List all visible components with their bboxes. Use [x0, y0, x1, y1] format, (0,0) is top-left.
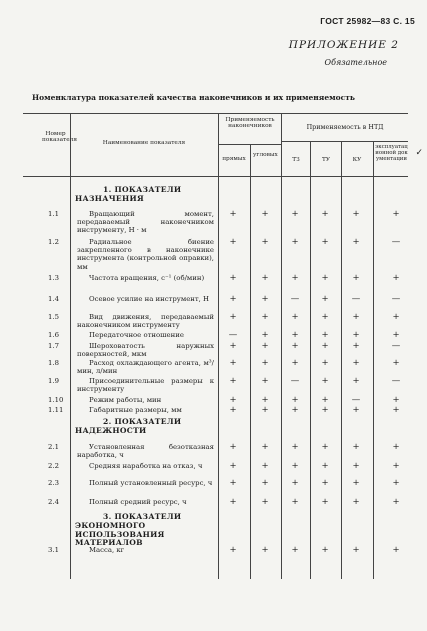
row-text: Вращающий момент, передаваемый наконечником инструменту, Н · м [77, 210, 214, 235]
applicability-mark: + [261, 545, 269, 555]
applicability-mark: + [352, 461, 360, 471]
applicability-mark: + [229, 478, 237, 488]
row-text: Режим работы, мин [89, 396, 162, 404]
applicability-mark: + [291, 358, 299, 368]
applicability-mark: + [261, 442, 269, 452]
applicability-mark: + [291, 461, 299, 471]
row-text: Габаритные размеры, мм [89, 406, 182, 414]
applicability-mark: + [229, 273, 237, 283]
applicability-mark: + [229, 405, 237, 415]
applicability-mark: + [291, 405, 299, 415]
applicability-mark: + [261, 478, 269, 488]
applicability-mark: + [291, 545, 299, 555]
applicability-mark: — [351, 294, 361, 304]
col-sep-applicability [281, 113, 282, 579]
header-tu: ТУ [321, 157, 331, 163]
applicability-mark: + [321, 341, 329, 351]
header-sub-rule-2 [281, 141, 408, 142]
applicability-mark: + [352, 358, 360, 368]
applicability-mark: + [229, 341, 237, 351]
applicability-mark: + [321, 330, 329, 340]
applicability-mark: + [392, 312, 400, 322]
row-number: 3.1 [48, 546, 59, 554]
header-number: Номер показателя [42, 131, 78, 144]
row-number: 1.3 [48, 274, 59, 282]
applicability-mark: + [392, 461, 400, 471]
applicability-mark: + [229, 545, 237, 555]
applicability-mark: + [321, 395, 329, 405]
applicability-mark: + [291, 330, 299, 340]
appendix-title: ПРИЛОЖЕНИЕ 2 [288, 39, 399, 51]
applicability-mark: + [352, 376, 360, 386]
applicability-mark: — [391, 237, 401, 247]
row-number: 1.8 [48, 359, 59, 367]
section-heading: 3. ПОКАЗАТЕЛИ ЭКОНОМНОГО ИСПОЛЬЗОВАНИЯ МАТЕРИАЛОВ [75, 512, 182, 548]
applicability-mark: + [261, 209, 269, 219]
header-ntd: Применяемость в НТД [306, 123, 384, 131]
applicability-mark: + [229, 209, 237, 219]
applicability-mark: + [352, 330, 360, 340]
applicability-mark: + [261, 237, 269, 247]
applicability-mark: + [291, 312, 299, 322]
applicability-mark: + [392, 478, 400, 488]
col-sep-ku [341, 141, 342, 579]
applicability-mark: + [392, 358, 400, 368]
row-number: 1.2 [48, 238, 59, 246]
applicability-mark: + [352, 312, 360, 322]
applicability-mark: + [321, 209, 329, 219]
applicability-mark: + [261, 273, 269, 283]
row-number: 1.10 [48, 396, 64, 404]
applicability-mark: + [261, 358, 269, 368]
applicability-mark: + [261, 461, 269, 471]
applicability-mark: — [290, 376, 300, 386]
applicability-mark: + [352, 273, 360, 283]
header-applicability: Применяемость наконечников [225, 117, 275, 130]
row-number: 1.7 [48, 342, 59, 350]
col-sep-angled [250, 144, 251, 579]
applicability-mark: + [392, 545, 400, 555]
row-number: 1.6 [48, 331, 59, 339]
row-number: 1.5 [48, 313, 59, 321]
applicability-mark: + [229, 237, 237, 247]
applicability-mark: + [261, 405, 269, 415]
applicability-mark: — [391, 341, 401, 351]
applicability-mark: + [321, 497, 329, 507]
row-number: 2.2 [48, 462, 59, 470]
applicability-mark: + [261, 497, 269, 507]
applicability-mark: + [291, 497, 299, 507]
row-text: Вид движения, передаваемый наконечником инструменту [77, 313, 214, 330]
applicability-mark: + [229, 442, 237, 452]
applicability-mark: + [352, 209, 360, 219]
row-text: Передаточное отношение [89, 331, 184, 339]
header-angled: угловых [253, 152, 278, 158]
row-text: Средняя наработка на отказ, ч [89, 462, 203, 470]
applicability-mark: + [321, 237, 329, 247]
applicability-mark: + [321, 461, 329, 471]
applicability-mark: + [229, 395, 237, 405]
applicability-mark: + [352, 478, 360, 488]
applicability-mark: — [351, 395, 361, 405]
margin-mark: ✓ [415, 148, 423, 158]
row-text: Установленная безотказная наработка, ч [77, 443, 214, 460]
row-number: 1.4 [48, 295, 59, 303]
applicability-mark: + [321, 358, 329, 368]
applicability-mark: + [321, 442, 329, 452]
applicability-mark: + [352, 497, 360, 507]
row-number: 1.11 [48, 406, 64, 414]
applicability-mark: + [352, 545, 360, 555]
page-header: ГОСТ 25982—83 С. 15 [320, 16, 415, 26]
applicability-mark: + [321, 294, 329, 304]
section-heading: 1. ПОКАЗАТЕЛИ НАЗНАЧЕНИЯ [75, 185, 182, 203]
col-sep-name [218, 113, 219, 579]
applicability-mark: + [229, 461, 237, 471]
applicability-mark: + [392, 209, 400, 219]
applicability-mark: + [261, 330, 269, 340]
applicability-mark: + [321, 545, 329, 555]
applicability-mark: + [321, 405, 329, 415]
row-number: 2.1 [48, 443, 59, 451]
applicability-mark: + [352, 237, 360, 247]
applicability-mark: + [261, 294, 269, 304]
applicability-mark: + [291, 442, 299, 452]
applicability-mark: + [392, 442, 400, 452]
applicability-mark: + [291, 237, 299, 247]
applicability-mark: + [261, 376, 269, 386]
header-bottom-rule [23, 176, 408, 177]
header-tz: ТЗ [292, 157, 300, 163]
row-number: 1.1 [48, 210, 59, 218]
applicability-mark: + [229, 358, 237, 368]
applicability-mark: — [391, 376, 401, 386]
row-text: Присоединительные размеры к инструменту [77, 377, 214, 394]
appendix-status: Обязательное [324, 58, 387, 67]
applicability-mark: + [291, 273, 299, 283]
row-text: Шероховатость наружных поверхностей, мкм [77, 342, 214, 359]
applicability-mark: — [228, 330, 238, 340]
applicability-mark: — [391, 294, 401, 304]
row-text: Частота вращения, с⁻¹ (об/мин) [89, 274, 205, 282]
table-title: Номенклатура показателей качества наконечников и их применяемость [32, 93, 355, 102]
col-sep-tu [310, 141, 311, 579]
applicability-mark: + [229, 312, 237, 322]
applicability-mark: + [392, 273, 400, 283]
applicability-mark: + [352, 405, 360, 415]
applicability-mark: + [291, 395, 299, 405]
applicability-mark: + [321, 273, 329, 283]
section-heading: 2. ПОКАЗАТЕЛИ НАДЕЖНОСТИ [75, 417, 182, 435]
applicability-mark: + [261, 341, 269, 351]
row-number: 2.3 [48, 479, 59, 487]
applicability-mark: + [392, 497, 400, 507]
applicability-mark: + [352, 442, 360, 452]
applicability-mark: + [229, 497, 237, 507]
applicability-mark: + [291, 341, 299, 351]
applicability-mark: + [392, 330, 400, 340]
row-text: Радиальное биение закрепленного в наконечнике инструмента (контрольной оправки), мм [77, 238, 214, 271]
applicability-mark: + [261, 312, 269, 322]
table-top-rule [23, 113, 408, 114]
row-number: 2.4 [48, 498, 59, 506]
applicability-mark: + [352, 341, 360, 351]
applicability-mark: + [229, 376, 237, 386]
applicability-mark: + [229, 294, 237, 304]
row-number: 1.9 [48, 377, 59, 385]
header-name: Наименование показателя [102, 140, 186, 146]
applicability-mark: + [321, 478, 329, 488]
header-direct: прямых [222, 156, 246, 162]
row-text: Осевое усилие на инструмент, Н [89, 295, 210, 303]
applicability-mark: + [291, 478, 299, 488]
row-text: Полный установленный ресурс, ч [89, 479, 213, 487]
applicability-mark: + [392, 405, 400, 415]
applicability-mark: + [392, 395, 400, 405]
row-text: Масса, кг [89, 546, 125, 554]
col-sep-num [70, 113, 71, 579]
header-ku: КУ [352, 157, 362, 163]
applicability-mark: — [290, 294, 300, 304]
applicability-mark: + [291, 209, 299, 219]
col-sep-ops [373, 141, 374, 579]
row-text: Расход охлаждающего агента, м³/мин, л/мин [77, 359, 214, 376]
applicability-mark: + [321, 376, 329, 386]
applicability-mark: + [261, 395, 269, 405]
row-text: Полный средний ресурс, ч [89, 498, 187, 506]
applicability-mark: + [321, 312, 329, 322]
header-ops: эксплуатационной документации [375, 144, 408, 162]
